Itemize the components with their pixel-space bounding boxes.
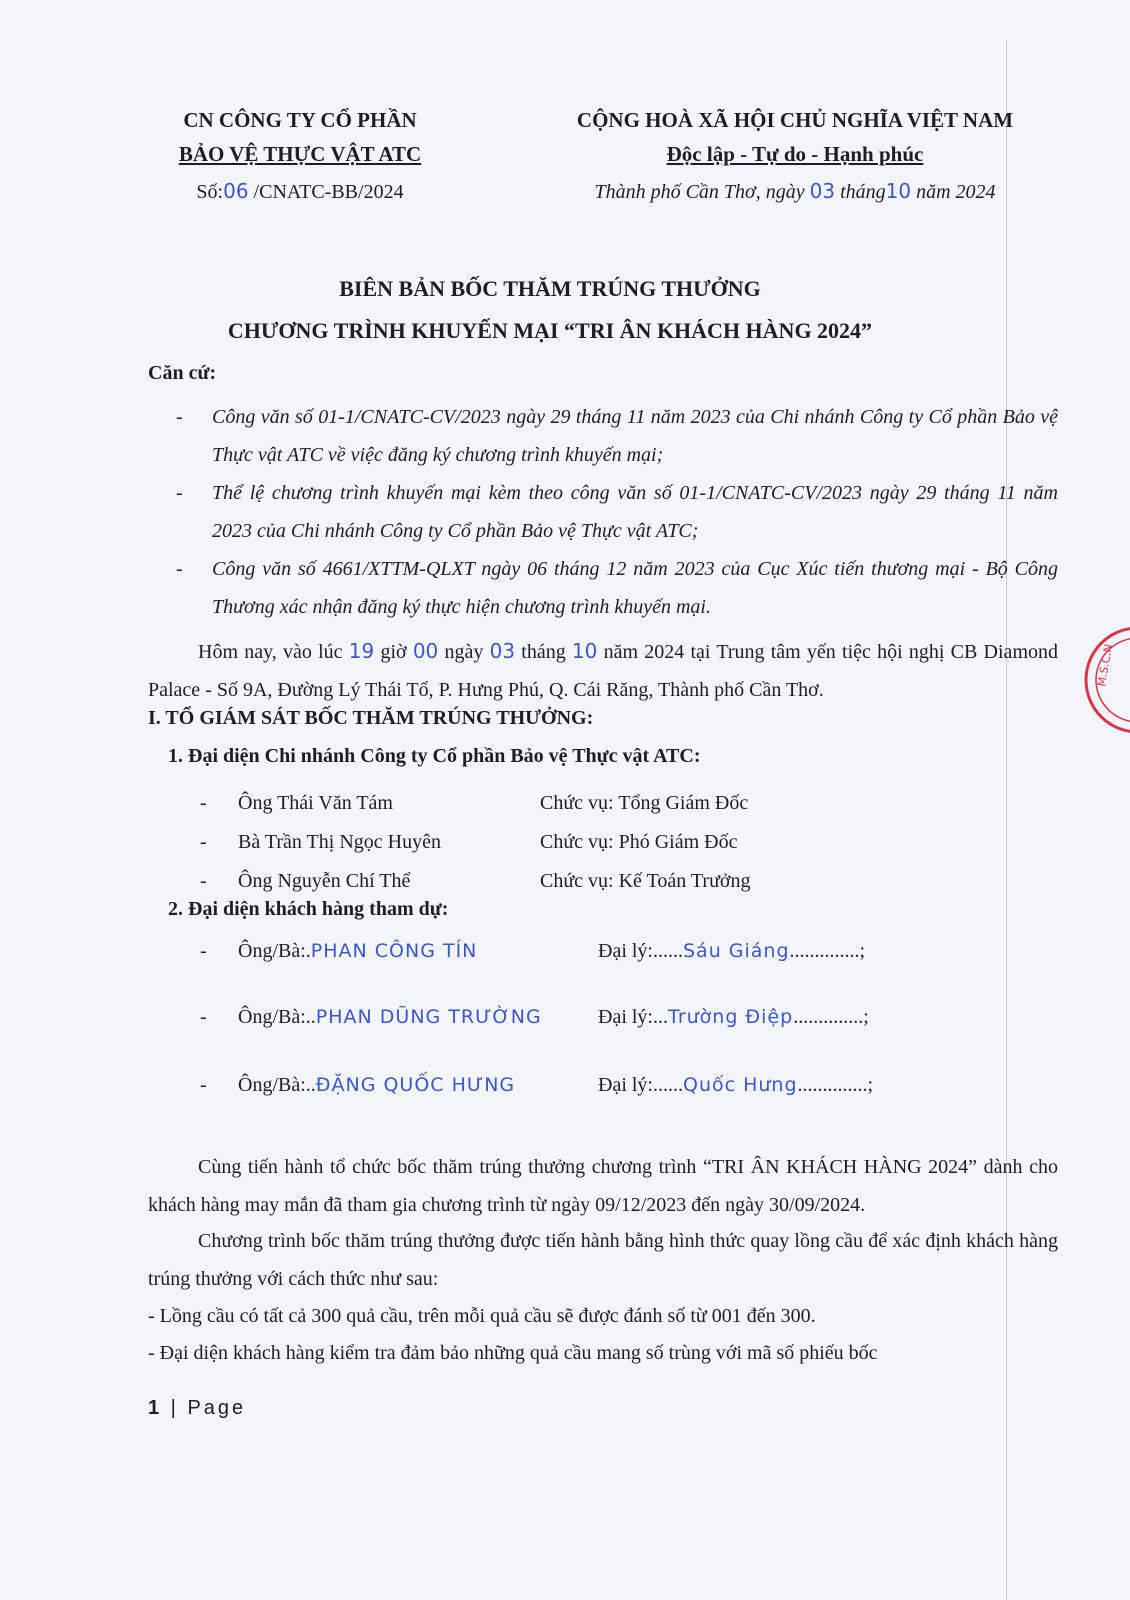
legal-basis-list <box>148 398 1058 626</box>
date-part-a: Thành phố Cần Thơ, ngày <box>594 181 810 203</box>
company-line1: CN CÔNG TY CỔ PHẦN <box>183 108 417 132</box>
intro-minute-handwritten: 00 <box>412 639 439 663</box>
date-part-b: tháng <box>835 181 886 203</box>
place-date <box>530 179 1060 204</box>
intro-day-handwritten: 03 <box>489 639 516 663</box>
agent-name-handwritten: Quốc Hưng <box>683 1074 798 1096</box>
page-number: 1 <box>148 1397 163 1419</box>
header-left <box>150 108 450 204</box>
intro-month-handwritten: 10 <box>571 639 598 663</box>
date-month-handwritten: 10 <box>885 179 912 203</box>
page-footer: 1 | Page <box>148 1397 247 1419</box>
legal-basis-label: Căn cứ: <box>148 362 217 384</box>
subsection-1-title: 1. Đại diện Chi nhánh Công ty Cổ phần Bảo vệ Thực vật ATC: <box>168 745 701 767</box>
customer-name-handwritten: PHAN CÔNG TÍN <box>310 940 478 962</box>
number-prefix: Số: <box>196 181 224 203</box>
section-1-title: I. TỔ GIÁM SÁT BỐC THĂM TRÚNG THƯỞNG: <box>148 707 594 729</box>
document-page: CN CÔNG TY CỔ PHẦN BẢO VỆ THỰC VẬT ATC Số:06 /CNATC-BB/2024 CỘNG HOÀ XÃ HỘI CHỦ NGHĨA VIỆT NAM Độc lập - Tự do - Hạnh phúc Thành phố Cần Thơ, ngày 03 tháng10 năm 2024 BIÊN BẢN BỐC THĂM TRÚNG THƯỞNG CHƯƠNG TRÌNH KHUYẾN MẠI “TRI ÂN KHÁCH HÀNG 2024” Căn cứ: - Công văn số 01-1/CNATC-CV/2023 ngày 29 tháng 11 năm 2023 của Chi nhánh Công ty Cổ phần Bảo vệ Thực vật ATC về việc đăng ký chương trình khuyến mại; - Thể lệ chương trình khuyến mại kèm theo công văn số 01-1/CNATC-CV/2023 ngày 29 tháng 11 năm 2023 của Chi nhánh Công ty Cổ phần Bảo vệ Thực vật ATC; - Công văn số 4661/XTTM-QLXT ngày 06 tháng 12 năm 2023 của Cục Xúc tiến thương mại - Bộ Công Thương xác nhận đăng ký thực hiện chương trình khuyến mại. Hôm nay, vào lúc 19 giờ 00 ngày 03 tháng 10 năm 2024 tại Trung tâm yến tiệc hội nghị CB Diamond Palace - Số 9A, Đường Lý Thái Tổ, P. Hưng Phú, Q. Cái Răng, Thành phố Cần Thơ. I. TỔ GIÁM SÁT BỐC THĂM TRÚNG THƯỞNG: 1. Đại diện Chi nhánh Công ty Cổ phần Bảo vệ Thực vật ATC: - Ông Thái Văn Tám Chức vụ: Tổng Giám Đốc - Bà Trần Thị Ngọc Huyên Chức vụ: Phó Giám Đốc - Ông Nguyễn Chí Thể Chức vụ: Kế Toán Trưởng 2. Đại diện khách hàng tham dự: - Ông/Bà:.PHAN CÔNG TÍN Đại lý:......Sáu Giáng..............; - Ông/Bà:..PHAN DŨNG TRƯỜNG Đại lý:...Trường Điệp..............; - Ông/Bà:..ĐẶNG QUỐC HƯNG Đại lý:......Quốc Hưng..............; Cùng tiến hành tổ chức bốc thăm trúng thưởng chương trình “TRI ÂN KHÁCH HÀNG 2024” dành cho khách hàng may mắn đã tham gia chương trình từ ngày 09/12/2023 đến ngày 30/09/2024. Chương trình bốc thăm trúng thưởng được tiến hành bằng hình thức quay lồng cầu để xác định khách hàng trúng thưởng với cách thức như sau: - Lồng cầu có tất cả 300 quả cầu, trên mỗi quả cầu sẽ được đánh số từ 001 đến 300. - Đại diện khách hàng kiểm tra đảm bảo những quả cầu mang số trùng với mã số phiếu bốc 1 | Page M.S.C.N <box>0 0 1130 1600</box>
date-part-c: năm 2024 <box>911 181 996 203</box>
document-title: BIÊN BẢN BỐC THĂM TRÚNG THƯỞNG <box>339 276 761 301</box>
date-day-handwritten: 03 <box>809 179 836 203</box>
header-right <box>530 108 1060 204</box>
customer-name-handwritten: PHAN DŨNG TRƯỜNG <box>315 1006 542 1028</box>
intro-hour-handwritten: 19 <box>348 639 375 663</box>
red-seal-icon <box>1080 620 1130 740</box>
page-label: Page <box>187 1397 247 1419</box>
agent-name-handwritten: Trường Điệp <box>668 1006 794 1028</box>
supervisor-row: - Ông Nguyễn Chí Thể Chức vụ: Kế Toán Trưởng <box>200 870 751 892</box>
intro-paragraph: Hôm nay, vào lúc 19 giờ 00 ngày 03 tháng 10 năm 2024 tại Trung tâm yến tiệc hội nghị CB Diamond Palace - Số 9A, Đường Lý Thái Tổ, P. Hưng Phú, Q. Cái Răng, Thành phố Cần Thơ. <box>148 639 1058 701</box>
motto-line: Độc lập - Tự do - Hạnh phúc <box>666 142 924 166</box>
document-subtitle: CHƯƠNG TRÌNH KHUYẾN MẠI “TRI ÂN KHÁCH HÀNG 2024” <box>227 318 873 343</box>
legal-basis-item: - Công văn số 4661/XTTM-QLXT ngày 06 tháng 12 năm 2023 của Cục Xúc tiến thương mại - Bộ Công Thương xác nhận đăng ký thực hiện chương trình khuyến mại. <box>176 558 1058 618</box>
method-item-1: - Lồng cầu có tất cả 300 quả cầu, trên mỗi quả cầu sẽ được đánh số từ 001 đến 300. <box>148 1305 816 1327</box>
legal-basis-item: - Thể lệ chương trình khuyến mại kèm theo công văn số 01-1/CNATC-CV/2023 ngày 29 tháng 11 năm 2023 của Chi nhánh Công ty Cổ phần Bảo vệ Thực vật ATC; <box>176 482 1058 542</box>
agent-name-handwritten: Sáu Giáng <box>683 940 790 962</box>
svg-text:M.S.C.N: M.S.C.N <box>1095 642 1116 688</box>
subsection-2-title: 2. Đại diện khách hàng tham dự: <box>168 898 449 920</box>
method-paragraph: Chương trình bốc thăm trúng thưởng được tiến hành bằng hình thức quay lồng cầu để xác định khách hàng trúng thưởng với cách thức như sau: <box>148 1230 1058 1290</box>
program-paragraph: Cùng tiến hành tổ chức bốc thăm trúng thưởng chương trình “TRI ÂN KHÁCH HÀNG 2024” dành cho khách hàng may mắn đã tham gia chương trình từ ngày 09/12/2023 đến ngày 30/09/2024. <box>148 1156 1058 1216</box>
number-handwritten: 06 <box>223 179 249 203</box>
document-number <box>150 179 450 204</box>
method-item-2: - Đại diện khách hàng kiểm tra đảm bảo những quả cầu mang số trùng với mã số phiếu bốc <box>148 1342 878 1364</box>
supervisor-row: - Bà Trần Thị Ngọc Huyên Chức vụ: Phó Giám Đốc <box>200 831 738 853</box>
nation-line: CỘNG HOÀ XÃ HỘI CHỦ NGHĨA VIỆT NAM <box>576 108 1014 132</box>
supervisor-row: - Ông Thái Văn Tám Chức vụ: Tổng Giám Đốc <box>200 792 749 814</box>
legal-basis-item: - Công văn số 01-1/CNATC-CV/2023 ngày 29 tháng 11 năm 2023 của Chi nhánh Công ty Cổ phần Bảo vệ Thực vật ATC về việc đăng ký chương trình khuyến mại; <box>176 406 1058 466</box>
company-line2: BẢO VỆ THỰC VẬT ATC <box>178 142 422 166</box>
supervisor-list <box>200 784 900 901</box>
number-suffix: /CNATC-BB/2024 <box>248 181 404 203</box>
customer-name-handwritten: ĐẶNG QUỐC HƯNG <box>315 1074 516 1096</box>
